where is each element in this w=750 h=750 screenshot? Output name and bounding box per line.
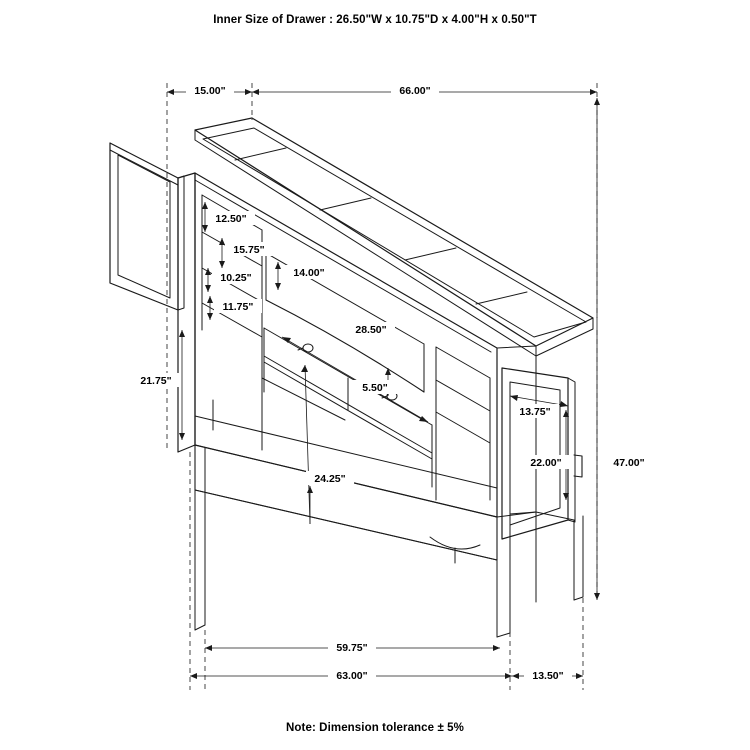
dim-cabinet-height: 21.75" xyxy=(140,375,172,387)
dim-overall-width: 63.00" xyxy=(336,670,368,682)
dim-drawer-height: 5.50" xyxy=(362,382,388,394)
dim-shelf-a: 12.50" xyxy=(215,213,247,225)
dim-depth: 13.50" xyxy=(532,670,564,682)
page-title: Inner Size of Drawer : 26.50"W x 10.75"D x 4.00"H x 0.50"T xyxy=(213,14,537,26)
dim-top-left-width: 15.00" xyxy=(194,85,226,97)
dim-shelf-c: 10.25" xyxy=(220,272,252,284)
dim-door-opening: 14.00" xyxy=(293,267,325,279)
dim-right-door-width: 13.75" xyxy=(519,406,551,418)
dim-shelf-d: 11.75" xyxy=(222,301,254,313)
dim-base-width: 59.75" xyxy=(336,642,368,654)
dim-leg-clearance: 24.25" xyxy=(314,473,346,485)
dim-right-door-height: 22.00" xyxy=(530,457,562,469)
dim-drawer-width: 28.50" xyxy=(355,324,387,336)
dim-total-height: 47.00" xyxy=(613,457,645,469)
dim-shelf-b: 15.75" xyxy=(233,244,265,256)
dim-top-width: 66.00" xyxy=(399,85,431,97)
tolerance-note: Note: Dimension tolerance ± 5% xyxy=(285,722,464,734)
